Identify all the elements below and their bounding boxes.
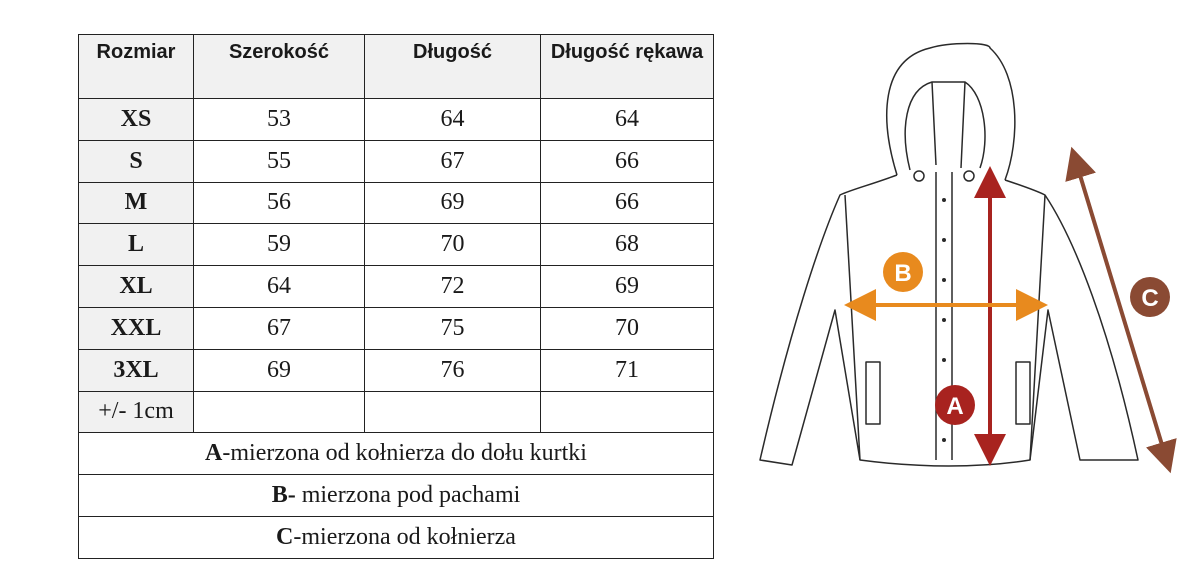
note-row-b: [79, 475, 714, 517]
empty-cell: [365, 391, 541, 433]
note-c-key: C: [276, 523, 294, 550]
sleeve-cell: 68: [541, 224, 714, 266]
width-cell: 56: [194, 182, 365, 224]
note-row-c: [79, 516, 714, 558]
note-b-text: mierzona pod pachami: [295, 482, 521, 509]
note-c: [79, 516, 714, 558]
size-cell: XXL: [79, 307, 194, 349]
sleeve-cell: 64: [541, 99, 714, 141]
width-cell: 69: [194, 349, 365, 391]
width-cell: 59: [194, 224, 365, 266]
tolerance-cell: +/- 1cm: [79, 391, 194, 433]
empty-cell: [541, 391, 714, 433]
header-row: [79, 35, 714, 99]
note-a-key: A: [205, 440, 223, 467]
width-cell: 53: [194, 99, 365, 141]
sleeve-cell: 69: [541, 266, 714, 308]
sleeve-cell: 66: [541, 182, 714, 224]
length-cell: 72: [365, 266, 541, 308]
note-b: [79, 475, 714, 517]
note-a: [79, 433, 714, 475]
table-row: [79, 349, 714, 391]
sleeve-cell: 71: [541, 349, 714, 391]
table-row: [79, 307, 714, 349]
size-cell: M: [79, 182, 194, 224]
sleeve-cell: 70: [541, 307, 714, 349]
table-row: [79, 99, 714, 141]
sleeve-cell: 66: [541, 140, 714, 182]
length-cell: 67: [365, 140, 541, 182]
width-cell: 55: [194, 140, 365, 182]
note-row-a: [79, 433, 714, 475]
table-row: [79, 266, 714, 308]
size-cell: XL: [79, 266, 194, 308]
note-a-text: -mierzona od kołnierza do dołu kurtki: [222, 440, 587, 467]
marker-a-label: A: [946, 393, 964, 420]
length-cell: 75: [365, 307, 541, 349]
size-cell: S: [79, 140, 194, 182]
length-cell: 69: [365, 182, 541, 224]
width-cell: 64: [194, 266, 365, 308]
marker-b: [883, 252, 923, 292]
length-cell: 64: [365, 99, 541, 141]
size-cell: XS: [79, 99, 194, 141]
table-row: [79, 140, 714, 182]
width-cell: 67: [194, 307, 365, 349]
marker-b-label: B: [894, 260, 912, 287]
empty-cell: [194, 391, 365, 433]
marker-c: [1130, 277, 1170, 317]
header-length: Długość: [365, 35, 541, 99]
note-c-text: -mierzona od kołnierza: [293, 523, 516, 550]
tolerance-row: [79, 391, 714, 433]
jacket-illustration: [740, 40, 1180, 480]
size-cell: L: [79, 224, 194, 266]
size-cell: 3XL: [79, 349, 194, 391]
header-width: Szerokość: [194, 35, 365, 99]
marker-a: [935, 385, 975, 425]
size-table: [78, 34, 714, 559]
note-b-key: B-: [271, 482, 296, 509]
table-row: [79, 224, 714, 266]
header-size: Rozmiar: [79, 35, 194, 99]
marker-c-label: C: [1141, 285, 1159, 312]
table-row: [79, 182, 714, 224]
header-sleeve: Długość rękawa: [541, 35, 714, 99]
length-cell: 70: [365, 224, 541, 266]
length-cell: 76: [365, 349, 541, 391]
